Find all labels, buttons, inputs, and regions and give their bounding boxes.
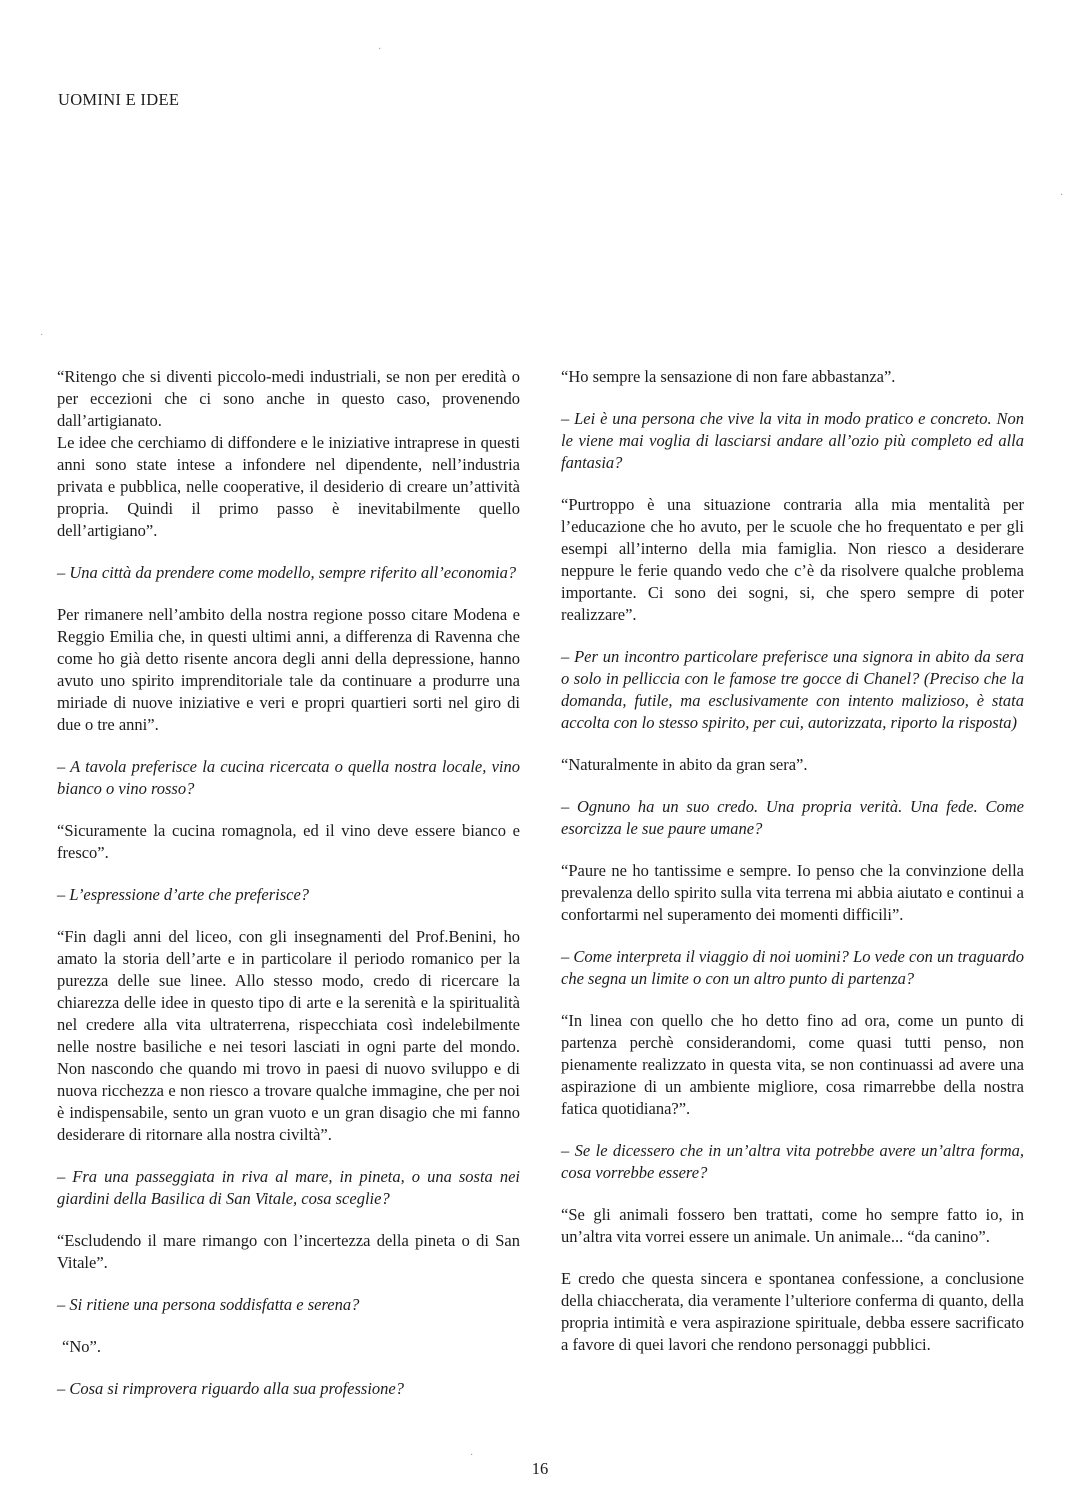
interview-answer: “Escludendo il mare rimango con l’incertezza della pineta o di San Vitale”. — [57, 1231, 520, 1272]
interview-answer: Per rimanere nell’ambito della nostra regione posso citare Modena e Reggio Emilia che, in questi ultimi anni, a differenza di Ravenna che come ho già detto risente ancora degli anni della depressione, hanno avuto uno spirito imprenditoriale tale da continuare a produrre una miriade di nuove iniziative e veri e propri quartieri sorti nel giro di due o tre anni”. — [57, 605, 520, 734]
section-header: UOMINI E IDEE — [58, 90, 180, 109]
interview-question: – Per un incontro particolare preferisce una signora in abito da sera o solo in pelliccia con le famose tre gocce di Chanel? (Preciso che la domanda, futile, ma esclusivamente con intento malizioso, è stata accolta con lo stesso spirito, per cui, autorizzata, riporto la risposta) — [561, 647, 1024, 732]
interview-question: – Una città da prendere come modello, sempre riferito all’economia? — [57, 563, 517, 582]
interview-answer: “Ritengo che si diventi piccolo-medi industriali, se non per eredità o per eccezioni che ci sono anche in questo caso, provenendo dall’artigianato. — [57, 367, 520, 430]
interview-answer: Le idee che cerchiamo di diffondere e le iniziative intraprese in questi anni sono state intese a infondere nel dipendente, nell’industria privata e pubblica, nelle cooperative, il desiderio di creare un’attività propria. Quindi il primo passo è inevitabilmente quello dell’artigiano”. — [57, 433, 520, 540]
interview-answer: “Ho sempre la sensazione di non fare abbastanza”. — [561, 367, 896, 386]
interview-answer: E credo che questa sincera e spontanea confessione, a conclusione della chiaccherata, dia veramente l’ulteriore conferma di quanto, della propria intimità e vera aspirazione spirituale, debba essere sacrificato a favore di quei lavori che rendono personaggi pubblici. — [561, 1269, 1024, 1354]
interview-question: – Fra una passeggiata in riva al mare, in pineta, o una sosta nei giardini della Basilica di San Vitale, cosa sceglie? — [57, 1167, 520, 1208]
interview-answer: “Paure ne ho tantissime e sempre. Io penso che la convinzione della prevalenza dello spirito sulla vita terrena mi abbia aiutato e continui a confortarmi nel superamento dei momenti difficili”. — [561, 861, 1024, 924]
interview-question: – Come interpreta il viaggio di noi uomini? Lo vede con un traguardo che segna un limite o con un altro punto di partenza? — [561, 947, 1024, 988]
interview-answer: “Fin dagli anni del liceo, con gli insegnamenti del Prof.Benini, ho amato la storia dell’arte e in particolare il periodo romanico per la purezza delle sue linee. Allo stesso modo, credo di ricercare la chiarezza delle idee in questo tipo di arte e la serenità e la spiritualità nel credere alla vita ultraterrena, rispecchiata così indelebilmente nelle nostre basiliche e nei tesori lasciati in ogni parte del mondo. Non nascondo che quando mi trovo in paesi di nuovo sviluppo e di nuova ricchezza e non riesco a trovare qualche immagine, che per noi è indispensabile, sento un gran vuoto e un gran disagio che mi fanno desiderare di ritornare alla nostra civiltà”. — [57, 927, 520, 1144]
interview-answer: “Naturalmente in abito da gran sera”. — [561, 755, 808, 774]
interview-question: – Si ritiene una persona soddisfatta e serena? — [57, 1295, 360, 1314]
right-column — [561, 366, 1024, 1376]
scan-speck: · — [40, 330, 44, 341]
left-column — [57, 366, 520, 1420]
interview-question: – Lei è una persona che vive la vita in modo pratico e concreto. Non le viene mai voglia di lasciarsi andare all’ozio più completo ed alla fantasia? — [561, 409, 1024, 472]
interview-answer: “In linea con quello che ho detto fino ad ora, come un punto di partenza perchè considerandomi, come quasi tutti penso, non pienamente realizzato in questa vita, se non continuassi ad avere una aspirazione di un ambiente migliore, cosa rimarrebbe della nostra fatica quotidiana?”. — [561, 1011, 1024, 1118]
interview-question: – Se le dicessero che in un’altra vita potrebbe avere un’altra forma, cosa vorrebbe essere? — [561, 1141, 1024, 1182]
scan-speck: · — [1060, 190, 1064, 201]
interview-question: – Ognuno ha un suo credo. Una propria verità. Una fede. Come esorcizza le sue paure umane? — [561, 797, 1024, 838]
scan-speck: · — [378, 44, 382, 55]
interview-answer: “Se gli animali fossero ben trattati, come ho sempre fatto io, in un’altra vita vorrei essere un animale. Un animale... “da canino”. — [561, 1205, 1024, 1246]
interview-question: – L’espressione d’arte che preferisce? — [57, 885, 310, 904]
page-number: 16 — [531, 1459, 549, 1478]
interview-answer: “No”. — [62, 1337, 101, 1356]
interview-question: – Cosa si rimprovera riguardo alla sua professione? — [57, 1379, 404, 1398]
scan-speck: · — [470, 1450, 474, 1461]
interview-answer: “Purtroppo è una situazione contraria alla mia mentalità per l’educazione che ho avuto, per le scuole che ho frequentato e per gli esempi all’interno della mia famiglia. Non riesco a desiderare neppure le ferie quando vedo che c’è da risolvere qualche problema importante. Ci sono dei sogni, si, che spero sempre di poter realizzare”. — [561, 495, 1024, 624]
interview-question: – A tavola preferisce la cucina ricercata o quella nostra locale, vino bianco o vino rosso? — [57, 757, 520, 798]
interview-answer: “Sicuramente la cucina romagnola, ed il vino deve essere bianco e fresco”. — [57, 821, 520, 862]
